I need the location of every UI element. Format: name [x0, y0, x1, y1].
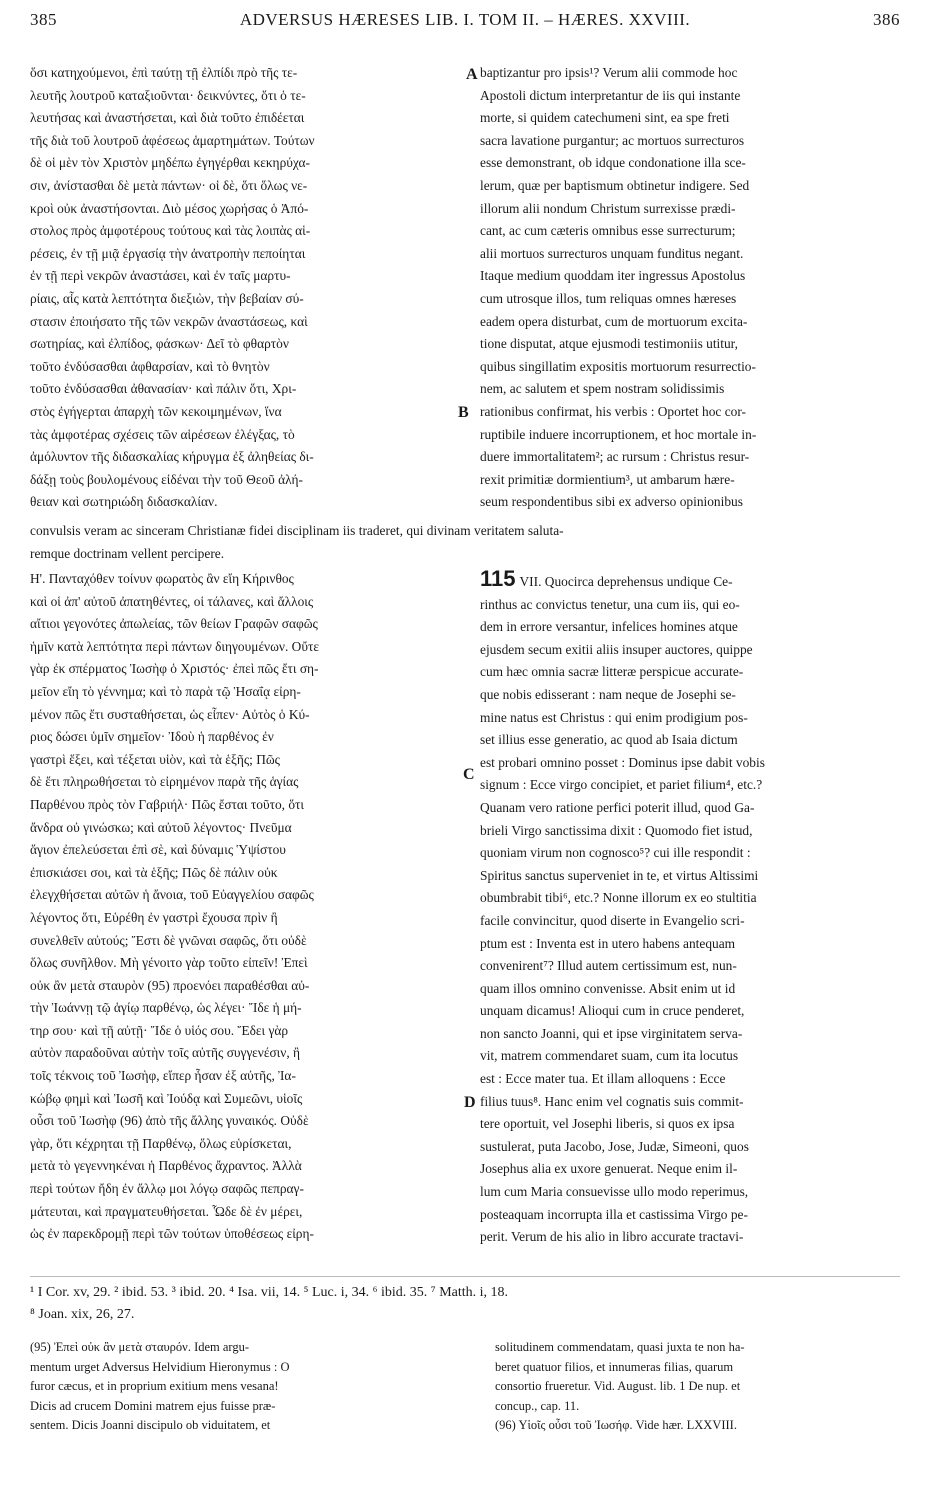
latin-text-line: quam illos omnino convenisse. Absit enim ut id [480, 980, 736, 996]
greek-text-line: τοῦτο ἐνδύσασθαι ἀφθαρσίαν, καὶ τὸ θνητὸν [30, 358, 270, 374]
latin-text-line: cum hæc omnia sacræ litteræ perspicue accurate- [480, 664, 744, 680]
full-width-line: convulsis veram ac sinceram Christianæ fidei disciplinam iis traderet, qui divinam veritatem saluta- [30, 523, 564, 538]
greek-text-line: στολος πρὸς ἀμφοτέρους τούτους καὶ τὰς λοιπὰς αἱ- [30, 223, 311, 239]
latin-text-line: baptizantur pro ipsis¹? Verum alii commode hoc [480, 65, 738, 80]
latin-text-line: lerum, quæ per baptismum obtinetur indigere. Sed [480, 177, 750, 193]
greek-text-line: σωτηρίας, καὶ ἐλπίδος, φάσκων· Δεῖ τὸ φθαρτὸν [30, 336, 289, 352]
latin-text-line: dem in errore versantur, infelices homines atque [480, 619, 738, 635]
latin-text-line: tione disputat, atque ejusmodi testimoniis utitur, [480, 336, 738, 352]
latin-column-top [480, 62, 900, 514]
latin-section-first-line: VII. Quocirca deprehensus undique Ce- [519, 574, 733, 589]
greek-text-line: μετὰ τὸ γεγεννηκέναι ἡ Παρθένος ἄχραντος. Ἀλλὰ [30, 1158, 302, 1174]
note-line: mentum urget Adversus Helvidium Hieronymus : O [30, 1359, 290, 1374]
greek-text-line: δὲ οἱ μὲν τὸν Χριστὸν μηδέπω ἐγηγέρθαι κεκηρύχα- [30, 155, 310, 171]
greek-text-line: λευτῆς λουτροῦ καταξιοῦνται· δεικνύντες, ὅτι ὁ τε- [30, 87, 306, 103]
latin-text-line: Spiritus sanctus superveniet in te, et virtus Altissimi [480, 867, 759, 883]
footnote-line: ¹ I Cor. xv, 29. ² ibid. 53. ³ ibid. 20. ⁴ Isa. vii, 14. ⁵ Luc. i, 34. ⁶ ibid. 35. ⁷ Matth. i, 18. [30, 1285, 509, 1300]
greek-text-line: κώβῳ φημὶ καὶ Ἰωσῆ καὶ Ἰούδᾳ καὶ Συμεῶνι, υἱοῖς [30, 1090, 303, 1106]
greek-text-line: οὐκ ἂν μετὰ σταυρὸν (95) προενόει παραθέσθαι αὐ- [30, 977, 310, 993]
latin-text-line: cum utrosque illos, tum reliquas omnes hæreses [480, 290, 737, 306]
note-line: sentem. Dicis Joanni discipulo ob viduitatem, et [30, 1418, 271, 1433]
note-line: consortio frueretur. Vid. August. lib. 1 De nup. et [495, 1379, 741, 1394]
greek-text-line: ὡς ἐν παρεκδρομῇ περὶ τῶν τούτων ὑποθέσεως εἰρη- [30, 1226, 314, 1242]
greek-text-line: σιν, ἀνίστασθαι δὲ μετὰ πάντων· οἱ δὲ, ὅτι ὅλως νε- [30, 177, 308, 193]
greek-text-line: ἐλεγχθήσεται αὐτῶν ἡ ἄνοια, τοῦ Εὐαγγελίου σαφῶς [30, 887, 314, 903]
latin-text-line: nem, ac salutem et spem nostram solidissimis [480, 381, 725, 397]
greek-text-line: τοῖς τέκνοις τοῦ Ἰωσὴφ, εἴπερ ἦσαν ἐξ αὐτῆς, Ἰα- [30, 1068, 296, 1084]
latin-text-line: non sancto Joanni, qui et ipse virginitatem serva- [480, 1025, 743, 1041]
running-header [30, 10, 900, 40]
latin-text-line: vit, matrem commendaret suam, cum ita locutus [480, 1048, 739, 1064]
latin-column-main [480, 568, 900, 1249]
note-line: concup., cap. 11. [495, 1398, 580, 1413]
greek-text-line: λέγοντος ὅτι, Εὑρέθη ἐν γαστρὶ ἔχουσα πρὶν ἢ [30, 909, 278, 925]
latin-text-line: convenirent⁷? Illud autem certissimum est, nun- [480, 958, 737, 974]
greek-text-line: γαστρὶ ἕξει, καὶ τέξεται υἱὸν, καὶ τὰ ἑξῆς; Πῶς [30, 751, 280, 767]
latin-text-line: morte, si quidem catechumeni sint, ea spe freti [480, 110, 730, 126]
latin-text-line: mine natus est Christus : qui enim prodigium pos- [480, 709, 748, 725]
latin-text-line: sacra lavatione purgantur; ac mortuos surrecturos [480, 132, 745, 148]
greek-text-line: δὲ ἔτι πληρωθήσεται τὸ εἰρημένον παρὰ τῆς ἁγίας [30, 774, 299, 790]
section-number: 115 [480, 568, 516, 591]
greek-text-line: ἐν τῇ περὶ νεκρῶν ἀναστάσει, καὶ ἐν ταῖς μαρτυ- [30, 268, 291, 284]
latin-text-line: tere oportuit, vel Josephi liberis, si quos ex ipsa [480, 1116, 735, 1132]
page-number-right: 386 [873, 10, 900, 29]
latin-text-line: est probari omnino posset : Dominus ipse dabit vobis [480, 754, 765, 770]
greek-text-line: γὰρ, ὅτι κέχρηται τῇ Παρθένῳ, ὅλως εὑρίσκεται, [30, 1135, 292, 1151]
latin-text-line: alii mortuos surrecturos unquam funditus negant. [480, 245, 744, 261]
greek-column-main [30, 568, 462, 1246]
latin-text-line: filius tuus⁸. Hanc enim vel cognatis suis commit- [480, 1093, 744, 1109]
margin-marker-a: A [466, 66, 478, 83]
latin-text-line: duere immortalitatem²; ac rursum : Christus resur- [480, 449, 750, 465]
footnote-divider [30, 1276, 900, 1277]
note-line: beret quatuor filios, et innumeras filias, quarum [495, 1359, 734, 1374]
greek-text-line: ὅλως συνῆλθον. Μὴ γένοιτο γὰρ τοῦτο εἰπεῖν! Ἐπεὶ [30, 955, 308, 971]
greek-text-line: συνελθεῖν αὐτούς; Ἔστι δὲ γνῶναι σαφῶς, ὅτι οὐδὲ [30, 932, 307, 948]
latin-text-line: posteaquam incorrupta illa et castissima Virgo pe- [480, 1206, 748, 1222]
margin-marker-d: D [464, 1094, 476, 1111]
greek-text-line: κροὶ οὐκ ἀναστήσονται. Διὸ μέσος χωρήσας ὁ Ἀπό- [30, 200, 309, 216]
latin-text-line: quibus singillatim expositis mortuorum resurrectio- [480, 358, 756, 374]
latin-text-line: eadem opera disturbat, cum de mortuorum excita- [480, 313, 748, 329]
latin-text-line: unquam dicamus! Alioqui cum in cruce penderet, [480, 1003, 745, 1019]
latin-text-line: Josephus alia ex uxore genuerat. Neque enim il- [480, 1161, 738, 1177]
running-title: ADVERSUS HÆRESES LIB. I. TOM II. – HÆRES. XXVIII. [239, 10, 691, 29]
greek-text-line: ρίαις, αἷς κατὰ λεπτότητα διεξιὼν, τὴν βεβαίαν σύ- [30, 290, 304, 306]
greek-text-line: στασιν ἐποιήσατο τῆς τῶν νεκρῶν ἀναστάσεως, καὶ [30, 313, 308, 329]
greek-text-line: τηρ σου· καὶ τῇ αὐτῇ· Ἴδε ὁ υἱός σου. Ἔδει γὰρ [30, 1022, 289, 1038]
latin-text-line: Apostoli dictum interpretantur de iis qui instante [480, 87, 741, 103]
note-line: (96) Υἱοῖς οὖσι τοῦ Ἰωσήφ. Vide hær. LXXVIII. [495, 1418, 737, 1433]
latin-text-line: ptum est : Inventa est in utero habens antequam [480, 935, 736, 951]
latin-text-line: Quanam vero ratione perfici poterit illud, quod Ga- [480, 799, 755, 815]
editorial-notes-right [495, 1338, 900, 1436]
footnote-line: ⁸ Joan. xix, 26, 27. [30, 1307, 135, 1322]
greek-text-line: λευτήσας καὶ ἀναστήσεται, καὶ διὰ τοῦτο ἐπιδέεται [30, 110, 305, 126]
greek-text-line: οὖσι τοῦ Ἰωσὴφ (96) ἀπὸ τῆς ἄλλης γυναικός. Οὐδὲ [30, 1113, 309, 1129]
margin-marker-b: B [458, 404, 469, 421]
greek-text-line: Η'. Πανταχόθεν τοίνυν φωρατὸς ἂν εἴη Κήρινθος [30, 571, 294, 586]
latin-text-line: perit. Verum de his alio in libro accurate tractavi- [480, 1229, 744, 1245]
greek-text-line: ρέσεις, ἐν τῇ μιᾷ ἐργασίᾳ τὴν ἀνατροπὴν πεποίηται [30, 245, 306, 261]
greek-text-line: δάξῃ τοὺς βουλομένους εἰδέναι τὴν τοῦ Θεοῦ ἀλή- [30, 471, 303, 487]
latin-text-line: est : Ecce mater tua. Et illam alloquens : Ecce [480, 1071, 726, 1087]
greek-text-line: ἄνδρα οὐ γινώσκω; καὶ αὐτοῦ λέγοντος· Πνεῦμα [30, 819, 292, 835]
greek-text-line: μένον πῶς ἔτι συσταθήσεται, ὡς εἶπεν· Αὐτὸς ὁ Κύ- [30, 706, 310, 722]
greek-text-line: μάτευται, καὶ πραγματευθήσεται. Ὧδε δὲ ἐν μέρει, [30, 1203, 303, 1219]
greek-text-line: ἡμῖν κατὰ λεπτότητα περὶ πάντων διηγουμένων. Οὔτε [30, 638, 319, 654]
page-number-left: 385 [30, 10, 57, 29]
footnotes [30, 1282, 900, 1326]
note-line: Dicis ad crucem Domini matrem ejus fuisse præ- [30, 1398, 276, 1413]
latin-text-line: cant, ac cum cæteris omnibus esse surrecturum; [480, 223, 736, 239]
latin-text-line: rexit primitiæ dormientium³, ut ambarum hære- [480, 471, 735, 487]
margin-marker-c: C [463, 766, 475, 783]
greek-text-line: μεῖον εἴη τὸ γέννημα; καὶ τὸ παρὰ τῷ Ἡσαΐᾳ εἰρη- [30, 683, 301, 699]
latin-text-line: rinthus ac convictus tenetur, una cum iis, qui eo- [480, 596, 740, 612]
greek-text-line: αὐτὸν παραδοῦναι αὐτὴν τοῖς αὐτῆς συγγενέσιν, ἢ [30, 1045, 301, 1061]
latin-text-line: signum : Ecce virgo concipiet, et pariet filium⁴, etc.? [480, 777, 763, 793]
greek-text-line: ὅσι κατηχούμενοι, ἐπὶ ταύτῃ τῇ ἐλπίδι πρὸ τῆς τε- [30, 65, 298, 80]
latin-text-line: esse demonstrant, ob idque condonatione illa sce- [480, 155, 746, 171]
greek-text-line: ριος δώσει ὑμῖν σημεῖον· Ἰδοὺ ἡ παρθένος ἐν [30, 729, 274, 745]
greek-text-line: θειαν καὶ σωτηριώδη διδασκαλίαν. [30, 494, 218, 510]
greek-text-line: ἐπισκιάσει σοι, καὶ τὰ ἑξῆς; Πῶς δὲ πάλιν οὐκ [30, 864, 278, 880]
latin-section-start [480, 568, 900, 594]
latin-text-line: sustulerat, puta Jacobo, Jose, Judæ, Simeoni, quos [480, 1138, 749, 1154]
latin-text-line: ejusdem secum exitii aliis insuper auctores, quippe [480, 641, 753, 657]
latin-text-line: illorum alii nondum Christum surrexisse prædi- [480, 200, 736, 216]
greek-text-line: γὰρ ἐκ σπέρματος Ἰωσὴφ ὁ Χριστός· ἐπεὶ πῶς ἔτι ση- [30, 661, 319, 677]
full-width-text [30, 520, 900, 565]
greek-text-line: περὶ τούτων ἤδη ἐν ἄλλῳ μοι λόγῳ σαφῶς πεπραγ- [30, 1181, 304, 1197]
greek-text-line: αἴτιοι γεγονότες ἀπωλείας, τῶν θείων Γραφῶν σαφῶς [30, 616, 318, 632]
note-line: (95) Ἐπεὶ οὐκ ἂν μετὰ σταυρόν. Idem argu- [30, 1340, 250, 1354]
latin-text-line: que nobis edisserant : nam neque de Josephi se- [480, 686, 736, 702]
latin-text-line: rationibus confirmat, his verbis : Oportet hoc cor- [480, 403, 746, 419]
latin-text-line: brieli Virgo sanctissima dixit : Quomodo fiet istud, [480, 822, 753, 838]
latin-text-line: lum cum Maria consuevisse ullo modo reperimus, [480, 1184, 749, 1200]
greek-text-line: τὴν Ἰωάννῃ τῷ ἁγίῳ παρθένῳ, ὡς λέγει· Ἴδε ἡ μή- [30, 1000, 302, 1016]
latin-text-line: facile convincitur, quod diserte in Evangelio scri- [480, 912, 745, 928]
greek-text-line: τὰς ἀμφοτέρας σχέσεις τῶν αἱρέσεων ἐλέγξας, τὸ [30, 426, 295, 442]
greek-text-line: ἀμόλυντον τῆς διδασκαλίας κήρυγμα ἐξ ἀληθείας δι- [30, 449, 314, 465]
latin-text-line: Itaque medium quoddam iter ingressus Apostolus [480, 268, 746, 284]
editorial-notes-left [30, 1338, 462, 1436]
greek-text-line: τῆς διὰ τοῦ λουτροῦ ἀφέσεως ἁμαρτημάτων. Τούτων [30, 132, 315, 148]
greek-text-line: καὶ οἱ ἀπ' αὐτοῦ ἀπατηθέντες, οἱ τάλανες, καὶ ἄλλοις [30, 593, 314, 609]
note-line: furor cæcus, et in proprium exitium mens vesana! [30, 1379, 279, 1394]
full-width-line: remque doctrinam vellent percipere. [30, 545, 225, 561]
greek-text-line: Παρθένου πρὸς τὸν Γαβριήλ· Πῶς ἔσται τοῦτο, ὅτι [30, 796, 305, 812]
greek-text-line: στὸς ἐγήγερται ἀπαρχὴ τῶν κεκοιμημένων, ἵνα [30, 403, 282, 419]
latin-text-line: obumbrabit tibi⁶, etc.? Nonne illorum ex eo stultitia [480, 890, 757, 906]
greek-text-line: ἅγιον ἐπελεύσεται ἐπὶ σὲ, καὶ δύναμις Ὑψίστου [30, 842, 286, 858]
latin-text-line: ruptibile induere incorruptionem, et hoc mortale in- [480, 426, 757, 442]
greek-text-line: τοῦτο ἐνδύσασθαι ἀθανασίαν· καὶ πάλιν ὅτι, Χρι- [30, 381, 297, 397]
latin-text-line: quoniam virum non cognosco⁵? cui ille respondit : [480, 845, 751, 861]
latin-text-line: set illius esse generatio, ac quod ab Isaia dictum [480, 732, 738, 748]
latin-text-line: seum respondentibus sibi ex adverso opinionibus [480, 494, 743, 510]
greek-column-top [30, 62, 462, 514]
note-line: solitudinem commendatam, quasi juxta te non ha- [495, 1340, 745, 1354]
